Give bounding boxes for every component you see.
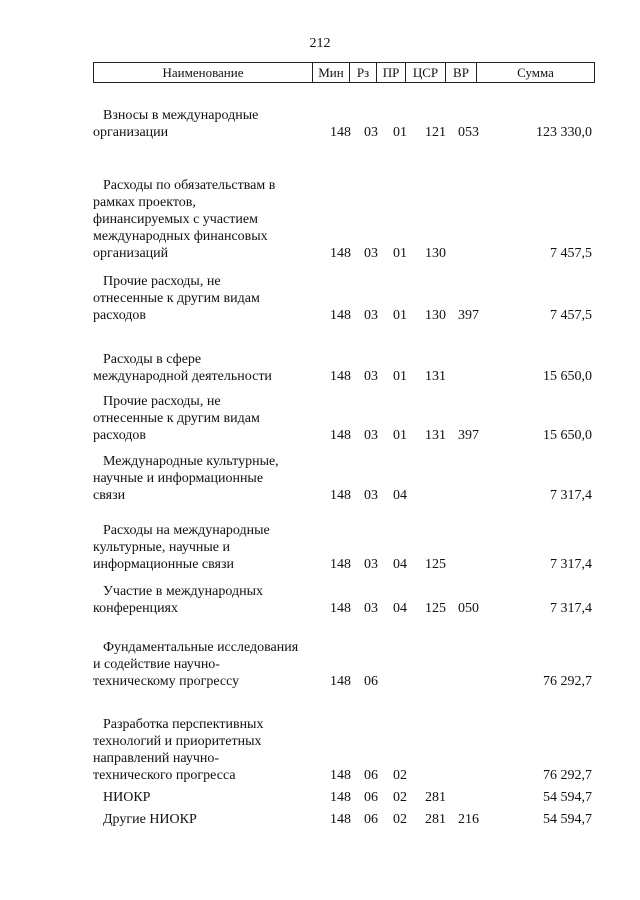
cell-rz: 03 xyxy=(364,308,378,323)
row-name-line: Расходы по обязательствам в xyxy=(103,178,276,193)
cell-sum: 7 317,4 xyxy=(550,601,592,616)
cell-csr: 131 xyxy=(425,369,446,384)
cell-sum: 54 594,7 xyxy=(543,812,592,827)
row-name xyxy=(93,811,323,828)
cell-rz: 06 xyxy=(364,674,378,689)
cell-pr: 01 xyxy=(393,125,407,140)
cell-pr: 04 xyxy=(393,601,407,616)
cell-pr: 04 xyxy=(393,557,407,572)
row-name-line: Прочие расходы, не xyxy=(103,274,221,289)
cell-min: 148 xyxy=(330,812,351,827)
cell-rz: 06 xyxy=(364,768,378,783)
row-name-line: отнесенные к другим видам xyxy=(93,291,260,306)
row-name-line: рамках проектов, xyxy=(93,195,196,210)
cell-rz: 03 xyxy=(364,488,378,503)
page-number: 212 xyxy=(309,36,331,51)
cell-sum: 15 650,0 xyxy=(543,369,592,384)
row-name-line: информационные связи xyxy=(93,557,235,572)
cell-vr: 216 xyxy=(458,812,479,827)
row-name-line: организации xyxy=(93,125,169,140)
cell-csr: 281 xyxy=(425,812,446,827)
cell-pr: 02 xyxy=(393,768,407,783)
cell-sum: 7 457,5 xyxy=(550,246,592,261)
cell-rz: 03 xyxy=(364,557,378,572)
row-name-line: Разработка перспективных xyxy=(103,717,264,732)
cell-csr: 130 xyxy=(425,308,446,323)
cell-min: 148 xyxy=(330,246,351,261)
row-name-line: Расходы на международные xyxy=(103,523,270,538)
cell-rz: 06 xyxy=(364,790,378,805)
row-name-line: Международные культурные, xyxy=(103,454,279,469)
row-name-line: связи xyxy=(93,488,126,503)
header-csr: ЦСР xyxy=(405,63,445,82)
cell-csr: 131 xyxy=(425,428,446,443)
row-name-line: направлений научно- xyxy=(93,751,220,766)
cell-rz: 03 xyxy=(364,601,378,616)
cell-pr: 02 xyxy=(393,790,407,805)
row-name-line: НИОКР xyxy=(103,790,151,805)
row-name-line: Взносы в международные xyxy=(103,108,259,123)
row-name-line: техническому прогрессу xyxy=(93,674,240,689)
cell-sum: 54 594,7 xyxy=(543,790,592,805)
cell-vr: 053 xyxy=(458,125,479,140)
cell-rz: 03 xyxy=(364,246,378,261)
cell-min: 148 xyxy=(330,428,351,443)
header-name: Наименование xyxy=(162,65,244,80)
row-name-line: финансируемых с участием xyxy=(93,212,258,227)
row-name-line: Участие в международных xyxy=(103,584,264,599)
row-name-line: и содействие научно- xyxy=(93,657,220,672)
row-name-line: технического прогресса xyxy=(93,768,236,783)
cell-csr: 125 xyxy=(425,557,446,572)
row-name-line: международной деятельности xyxy=(93,369,272,384)
header-min: Мин xyxy=(312,63,349,82)
cell-pr: 01 xyxy=(393,428,407,443)
cell-sum: 7 317,4 xyxy=(550,557,592,572)
cell-min: 148 xyxy=(330,308,351,323)
cell-min: 148 xyxy=(330,601,351,616)
cell-pr: 02 xyxy=(393,812,407,827)
row-name-line: технологий и приоритетных xyxy=(93,734,262,749)
row-name-line: Другие НИОКР xyxy=(103,812,197,827)
cell-vr: 397 xyxy=(458,428,479,443)
cell-pr: 01 xyxy=(393,308,407,323)
header-rz: Рз xyxy=(349,63,376,82)
row-name-line: Фундаментальные исследования xyxy=(103,640,299,655)
cell-sum: 7 457,5 xyxy=(550,308,592,323)
row-name-line: научные и информационные xyxy=(93,471,264,486)
cell-sum: 15 650,0 xyxy=(543,428,592,443)
cell-vr: 397 xyxy=(458,308,479,323)
row-name-line: Прочие расходы, не xyxy=(103,394,221,409)
cell-csr: 281 xyxy=(425,790,446,805)
header-vr: ВР xyxy=(445,63,476,82)
cell-pr: 01 xyxy=(393,369,407,384)
cell-sum: 7 317,4 xyxy=(550,488,592,503)
cell-rz: 06 xyxy=(364,812,378,827)
cell-pr: 04 xyxy=(393,488,407,503)
cell-rz: 03 xyxy=(364,125,378,140)
cell-rz: 03 xyxy=(364,428,378,443)
row-name-line: расходов xyxy=(93,308,147,323)
header-sum: Сумма xyxy=(476,63,594,82)
cell-csr: 125 xyxy=(425,601,446,616)
cell-min: 148 xyxy=(330,488,351,503)
cell-vr: 050 xyxy=(458,601,479,616)
row-name-line: конференциях xyxy=(93,601,178,616)
cell-min: 148 xyxy=(330,768,351,783)
cell-sum: 76 292,7 xyxy=(543,768,592,783)
cell-rz: 03 xyxy=(364,369,378,384)
cell-min: 148 xyxy=(330,125,351,140)
row-name-line: международных финансовых xyxy=(93,229,268,244)
cell-pr: 01 xyxy=(393,246,407,261)
cell-sum: 123 330,0 xyxy=(536,125,592,140)
cell-min: 148 xyxy=(330,674,351,689)
cell-sum: 76 292,7 xyxy=(543,674,592,689)
header-pr: ПР xyxy=(376,63,405,82)
row-name-line: культурные, научные и xyxy=(93,540,231,555)
row-name-line: организаций xyxy=(93,246,169,261)
cell-min: 148 xyxy=(330,790,351,805)
row-name-line: Расходы в сфере xyxy=(103,352,202,367)
cell-csr: 130 xyxy=(425,246,446,261)
row-name-line: расходов xyxy=(93,428,147,443)
cell-min: 148 xyxy=(330,369,351,384)
row-name-line: отнесенные к другим видам xyxy=(93,411,260,426)
cell-csr: 121 xyxy=(425,125,446,140)
cell-min: 148 xyxy=(330,557,351,572)
